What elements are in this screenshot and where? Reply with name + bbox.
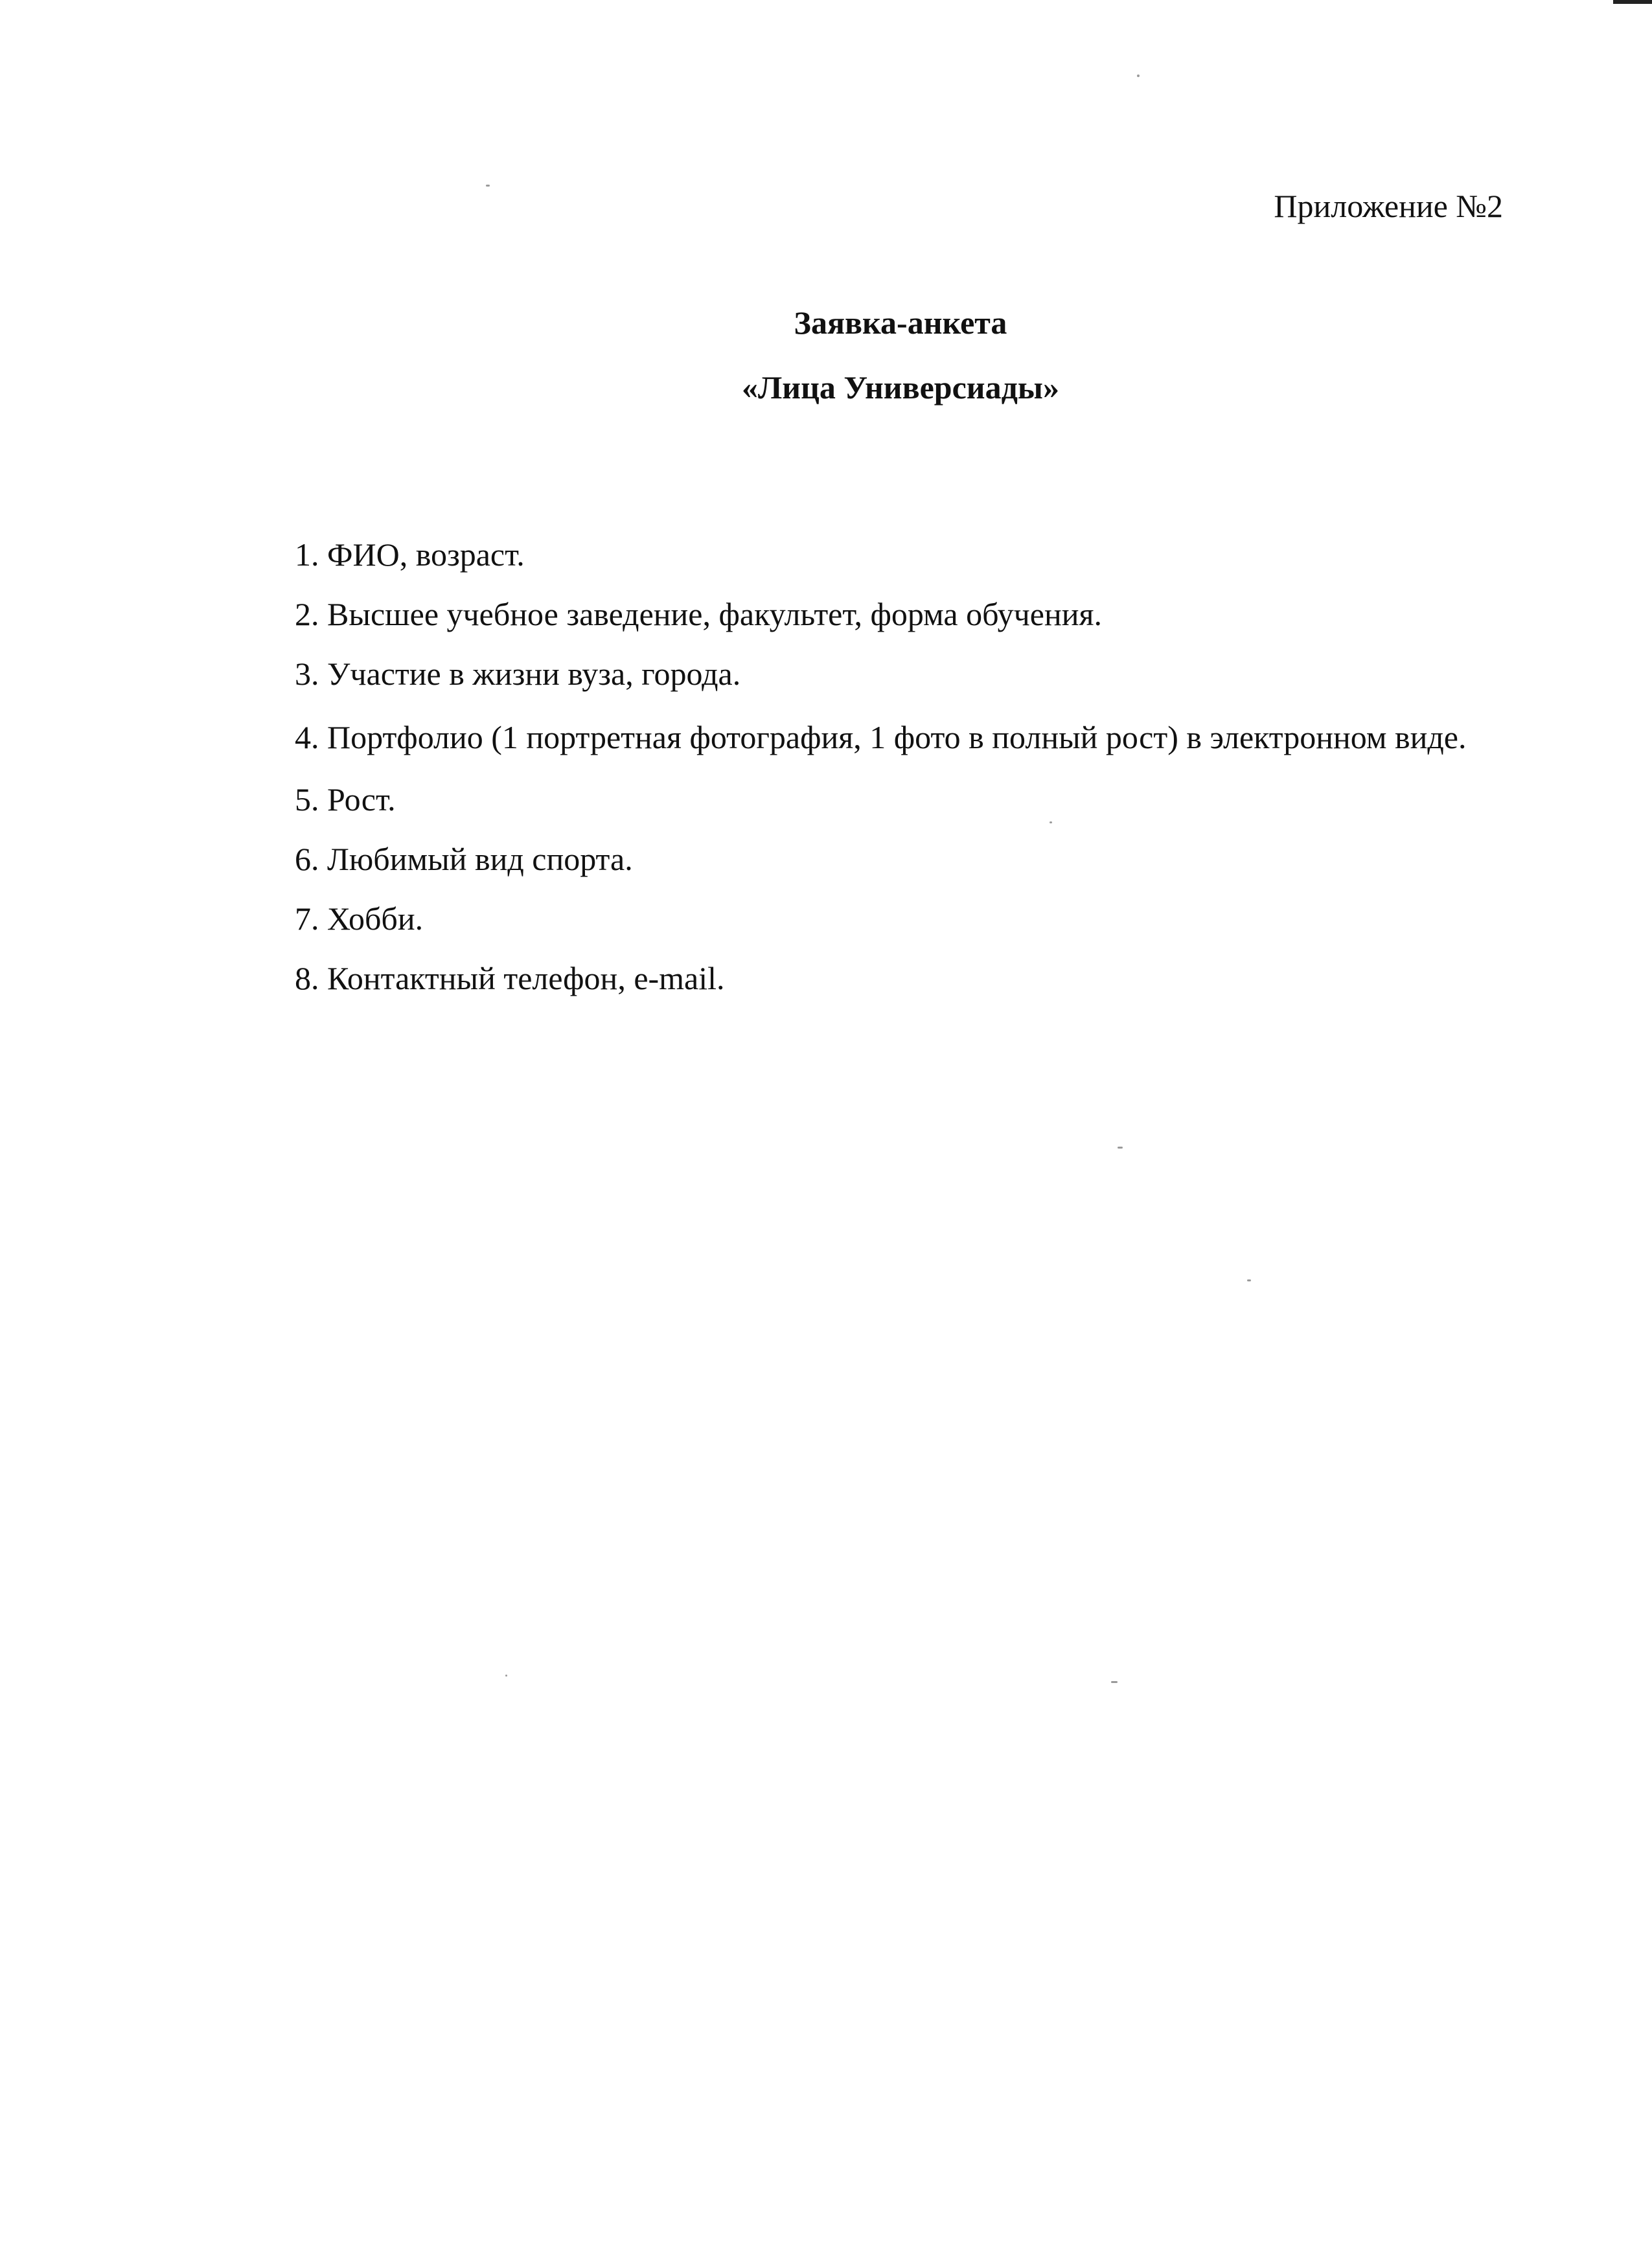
- item-number: 7.: [295, 900, 319, 937]
- list-item: [227, 959, 1497, 998]
- list-item: [227, 654, 1497, 693]
- item-text: Портфолио (1 портретная фотография, 1 фото в полный рост) в электронном виде.: [327, 719, 1467, 755]
- scan-speck: [1247, 1279, 1251, 1281]
- item-text: Высшее учебное заведение, факультет, форма обучения.: [327, 596, 1102, 632]
- item-text: Хобби.: [327, 900, 424, 937]
- questionnaire-list: [227, 535, 1497, 1018]
- item-number: 1.: [295, 536, 319, 573]
- scan-speck: [1050, 821, 1052, 823]
- item-text: Участие в жизни вуза, города.: [327, 656, 741, 692]
- scan-speck: [486, 185, 490, 187]
- item-number: 2.: [295, 596, 319, 632]
- list-item: [227, 595, 1497, 634]
- item-text: Контактный телефон, e-mail.: [327, 960, 725, 996]
- list-item: [227, 535, 1497, 574]
- item-text: Рост.: [327, 781, 396, 818]
- appendix-label: Приложение №2: [1274, 188, 1503, 224]
- item-number: 3.: [295, 656, 319, 692]
- list-item: [227, 714, 1497, 761]
- scan-speck: [1118, 1147, 1123, 1149]
- list-item: [227, 899, 1497, 938]
- scan-speck: [505, 1675, 507, 1677]
- document-title: Заявка-анкета: [794, 304, 1007, 341]
- item-number: 8.: [295, 960, 319, 996]
- item-text: Любимый вид спорта.: [327, 841, 633, 877]
- document-subtitle: «Лица Универсиады»: [742, 369, 1059, 406]
- item-text: ФИО, возраст.: [327, 536, 525, 573]
- item-number: 5.: [295, 781, 319, 818]
- list-item: [227, 780, 1497, 819]
- item-number: 4.: [295, 719, 319, 755]
- list-item: [227, 840, 1497, 878]
- item-number: 6.: [295, 841, 319, 877]
- scan-corner-mark: [1613, 0, 1652, 4]
- scan-speck: [1111, 1681, 1118, 1683]
- scan-speck: [1137, 74, 1140, 77]
